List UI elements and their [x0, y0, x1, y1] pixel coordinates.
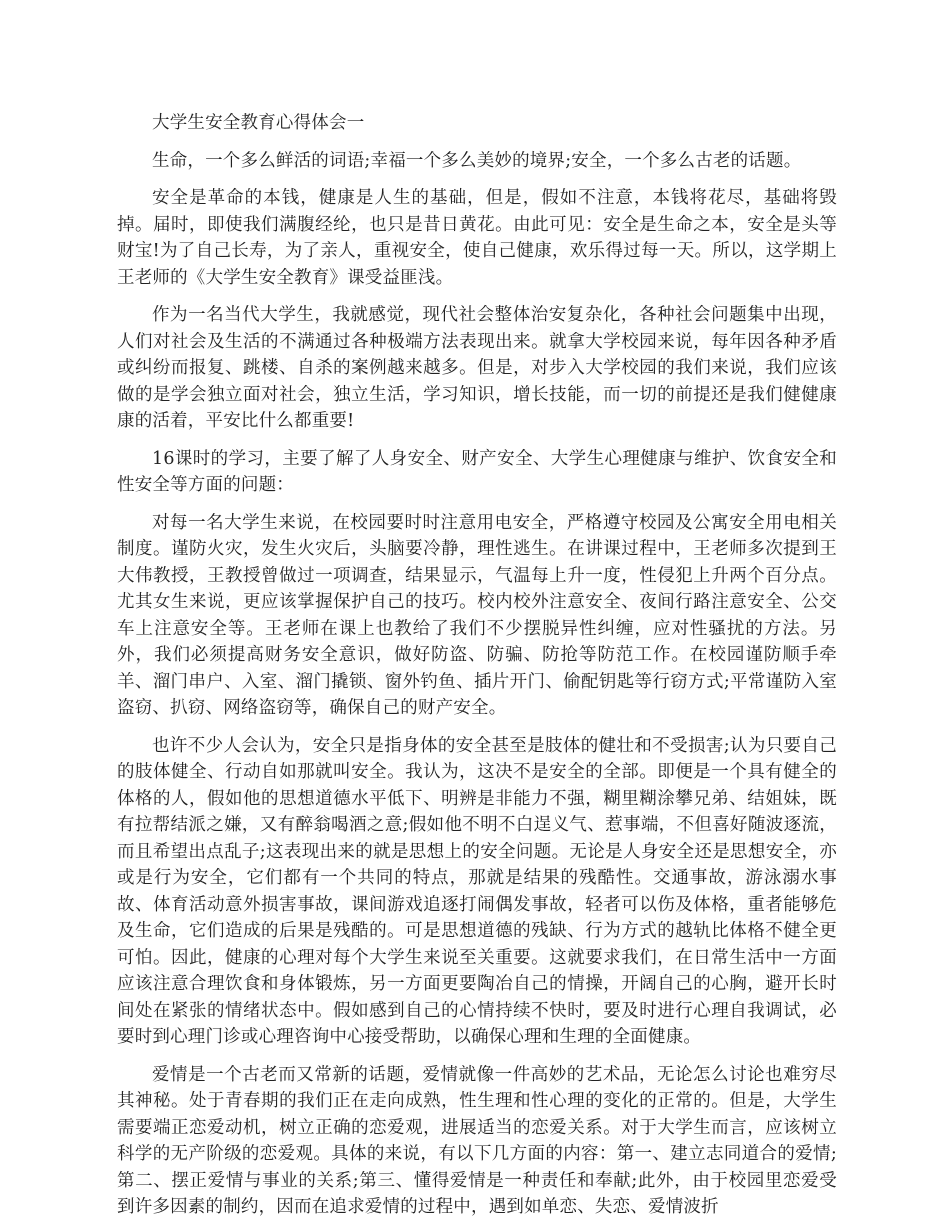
- paragraph-life: 生命，一个多么鲜活的词语;幸福一个多么美妙的境界;安全，一个多么古老的话题。: [152, 150, 802, 171]
- document-title: 大学生安全教育心得体会一: [152, 113, 365, 133]
- paragraph-campus-safety: 对每一名大学生来说，在校园要时时注意用电安全，严格遵守校园及公寓安全用电相关制度。谨防火灾，发生火灾后，头脑要冷静，理性逃生。在讲课过程中，王老师多次提到王大伟教授，王教授曾做过一项调查，结果显示，气温每上升一度，性侵犯上升两个百分点。尤其女生来说，更应该掌握保护自己的技巧。校内校外注意安全、夜间行路注意安全、公交车上注意安全等。王老师在课上也教给了我们不少摆脱异性纠缠，应对性骚扰的方法。另外，我们必须提高财务安全意识，做好防盗、防骗、防抢等防范工作。在校园谨防顺手牵羊、溜门串户、入室、溜门撬锁、窗外钓鱼、插片开门、偷配钥匙等行窃方式;平常谨防入室盗窃、扒窃、网络盗窃等，确保自己的财产安全。: [117, 512, 837, 718]
- paragraph-safety-foundation: 安全是革命的本钱，健康是人生的基础，但是，假如不注意，本钱将花尽，基础将毁掉。届时，即使我们满腹经纶，也只是昔日黄花。由此可见：安全是生命之本，安全是头等财宝!为了自己长寿，为了亲人，重视安全，使自己健康，欢乐得过每一天。所以，这学期上王老师的《大学生安全教育》课受益匪浅。: [117, 188, 837, 288]
- paragraph-mental-safety: 也许不少人会认为，安全只是指身体的安全甚至是肢体的健壮和不受损害;认为只要自己的肢体健全、行动自如那就叫安全。我认为，这决不是安全的全部。即便是一个具有健全的体格的人，假如他的思想道德水平低下、明辨是非能力不强，糊里糊涂攀兄弟、结姐妹，既有拉帮结派之嫌，又有醉翁喝酒之意;假如他不明不白逞义气、惹事端，不但喜好随波逐流，而且希望出点乱子;这表现出来的就是思想上的安全问题。无论是人身安全还是思想安全，亦或是行为安全，它们都有一个共同的特点，那就是结果的残酷性。交通事故，游泳溺水事故、体育活动意外损害事故，课间游戏追逐打闹偶发事故，轻者可以伤及体格，重者能够危及生命，它们造成的后果是残酷的。可是思想道德的残缺、行为方式的越轨比体格不健全更可怕。因此，健康的心理对每个大学生来说至关重要。这就要求我们，在日常生活中一方面应该注意合理饮食和身体锻炼，另一方面更要陶冶自己的情操，开阔自己的心胸，避开长时间处在紧张的情绪状态中。假如感到自己的心情持续不快时，要及时进行心理自我调试，必要时到心理门诊或心理咨询中心接受帮助，以确保心理和生理的全面健康。: [117, 735, 837, 1047]
- paragraph-course-topics: 16课时的学习，主要了解了人身安全、财产安全、大学生心理健康与维护、饮食安全和性安全等方面的问题：: [117, 448, 837, 495]
- paragraph-modern-society: 作为一名当代大学生，我就感觉，现代社会整体治安复杂化，各种社会问题集中出现，人们对社会及生活的不满通过各种极端方法表现出来。就拿大学校园来说，每年因各种矛盾或纠纷而报复、跳楼、自杀的案例越来越多。但是，对步入大学校园的我们来说，我们应该做的是学会独立面对社会，独立生活，学习知识，增长技能，而一切的前提还是我们健健康康的活着，平安比什么都重要!: [117, 305, 837, 431]
- paragraph-love: 爱情是一个古老而又常新的话题，爱情就像一件高妙的艺术品，无论怎么讨论也难穷尽其神秘。处于青春期的我们正在走向成熟，性生理和性心理的变化的正常的。但是，大学生需要端正恋爱动机，树立正确的恋爱观，进展适当的恋爱关系。对于大学生而言，应该树立科学的无产阶级的恋爱观。具体的来说，有以下几方面的内容：第一、建立志同道合的爱情;第二、摆正爱情与事业的关系;第三、懂得爱情是一种责任和奉献;此外，由于校园里恋爱受到许多因素的制约，因而在追求爱情的过程中，遇到如单恋、失恋、爱情波折: [117, 1064, 837, 1217]
- document-page: [117, 110, 837, 1232]
